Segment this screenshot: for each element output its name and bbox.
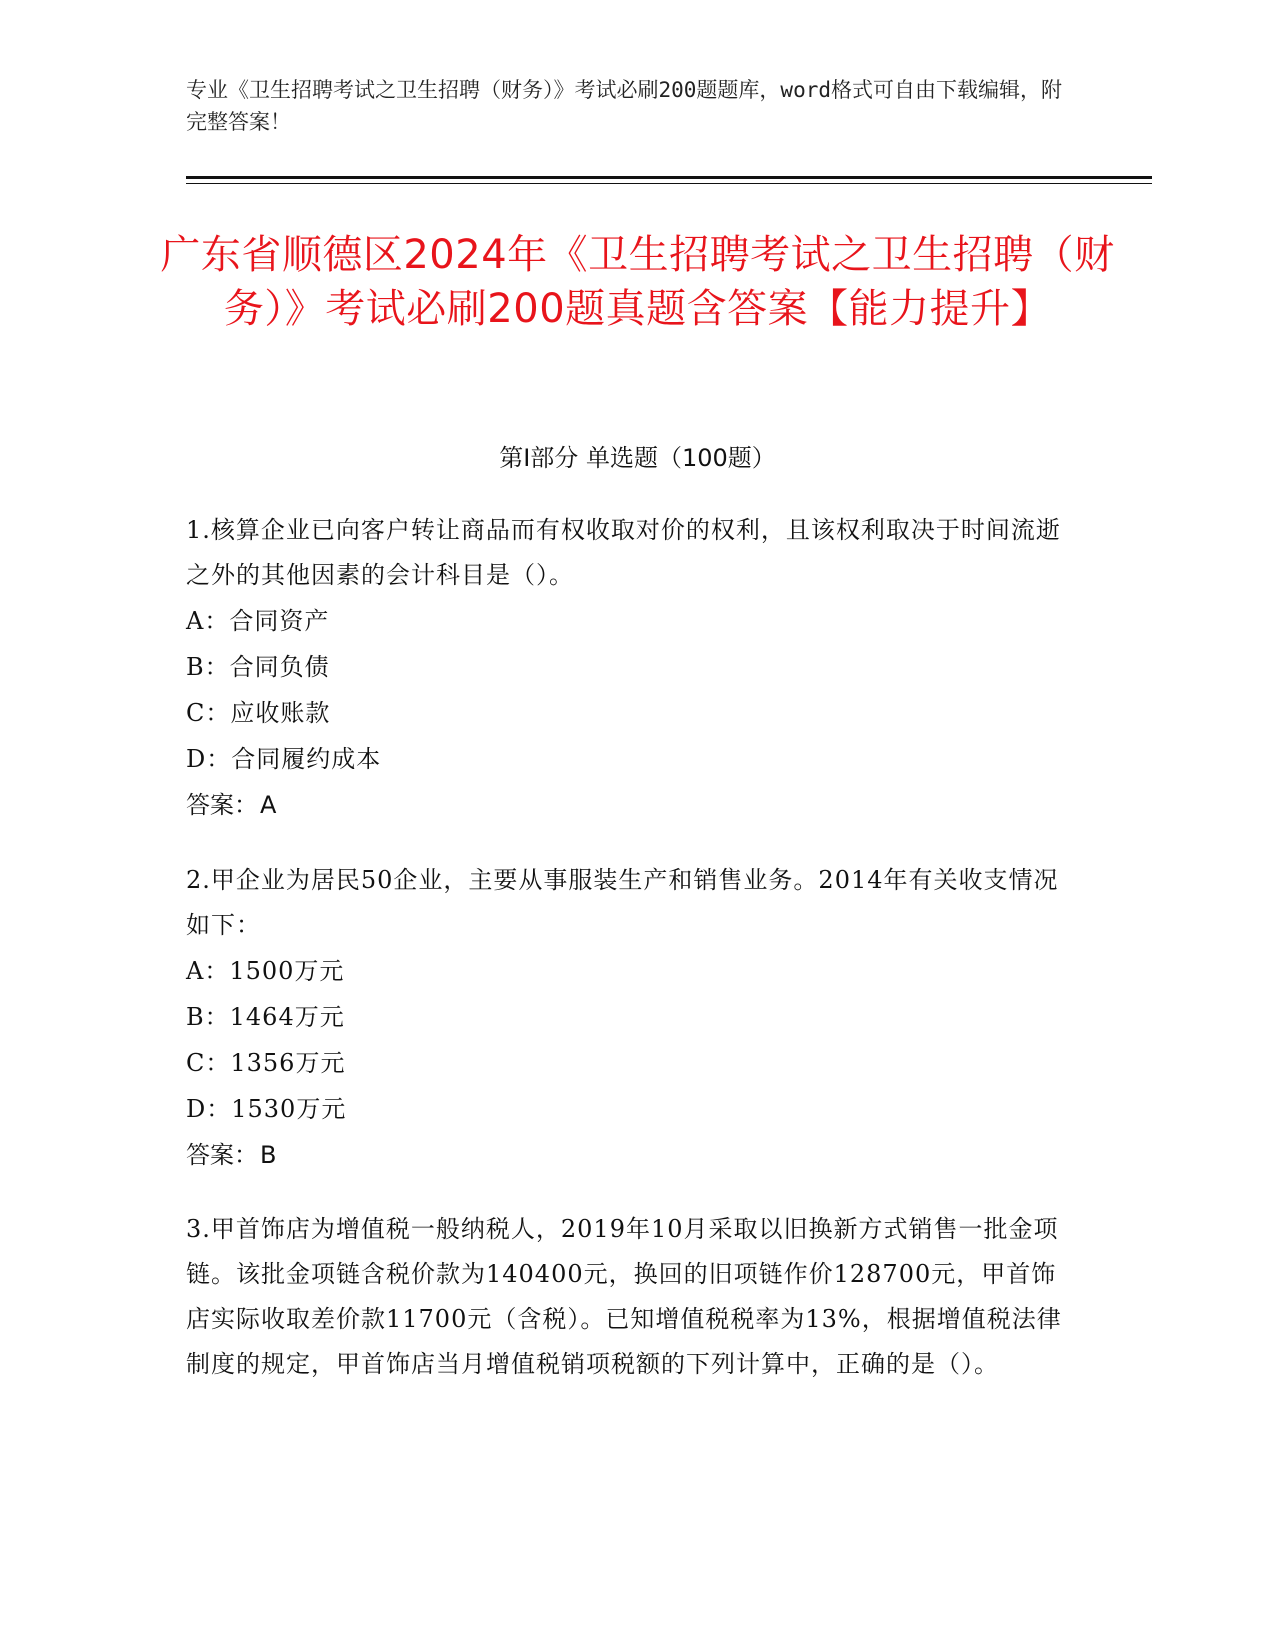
option-b: B：合同负债 xyxy=(186,653,330,681)
option-c: C：应收账款 xyxy=(186,699,331,727)
question-2 xyxy=(186,858,1076,1178)
option-b: B：1464万元 xyxy=(186,1003,345,1031)
question-text: 3.甲首饰店为增值税一般纳税人，2019年10月采取以旧换新方式销售一批金项链。该批金项链含税价款为140400元，换回的旧项链作价128700元，甲首饰店实际收取差价款11700元（含税）。已知增值税税率为13%，根据增值税法律制度的规定，甲首饰店当月增值税销项税额的下列计算中，正确的是（）。 xyxy=(186,1215,1062,1378)
answer-line xyxy=(186,1132,1076,1178)
answer-value: A xyxy=(260,791,277,819)
question-3 xyxy=(186,1207,1076,1387)
question-text: 2.甲企业为居民50企业，主要从事服装生产和销售业务。2014年有关收支情况如下： xyxy=(186,866,1059,939)
option-a: A：合同资产 xyxy=(186,607,330,635)
question-text: 1.核算企业已向客户转让商品而有权收取对价的权利，且该权利取决于时间流逝之外的其他因素的会计科目是（）。 xyxy=(186,516,1061,589)
option-c: C：1356万元 xyxy=(186,1049,346,1077)
section-title: 第Ⅰ部分 单选题（100题） xyxy=(499,444,776,472)
question-1 xyxy=(186,508,1076,828)
header-rule-thin xyxy=(186,183,1152,184)
answer-label: 答案： xyxy=(186,791,258,819)
option-d: D：合同履约成本 xyxy=(186,745,382,773)
option-a: A：1500万元 xyxy=(186,957,345,985)
answer-label: 答案： xyxy=(186,1141,258,1169)
answer-line xyxy=(186,782,1076,828)
answer-value: B xyxy=(260,1141,277,1169)
header-note: 专业《卫生招聘考试之卫生招聘（财务）》考试必刷200题题库，word格式可自由下载编辑，附完整答案！ xyxy=(186,78,1062,134)
header-rule-thick xyxy=(186,176,1152,179)
option-d: D：1530万元 xyxy=(186,1095,347,1123)
document-title: 广东省顺德区2024年《卫生招聘考试之卫生招聘（财务）》考试必刷200题真题含答案【能力提升】 xyxy=(160,232,1115,332)
